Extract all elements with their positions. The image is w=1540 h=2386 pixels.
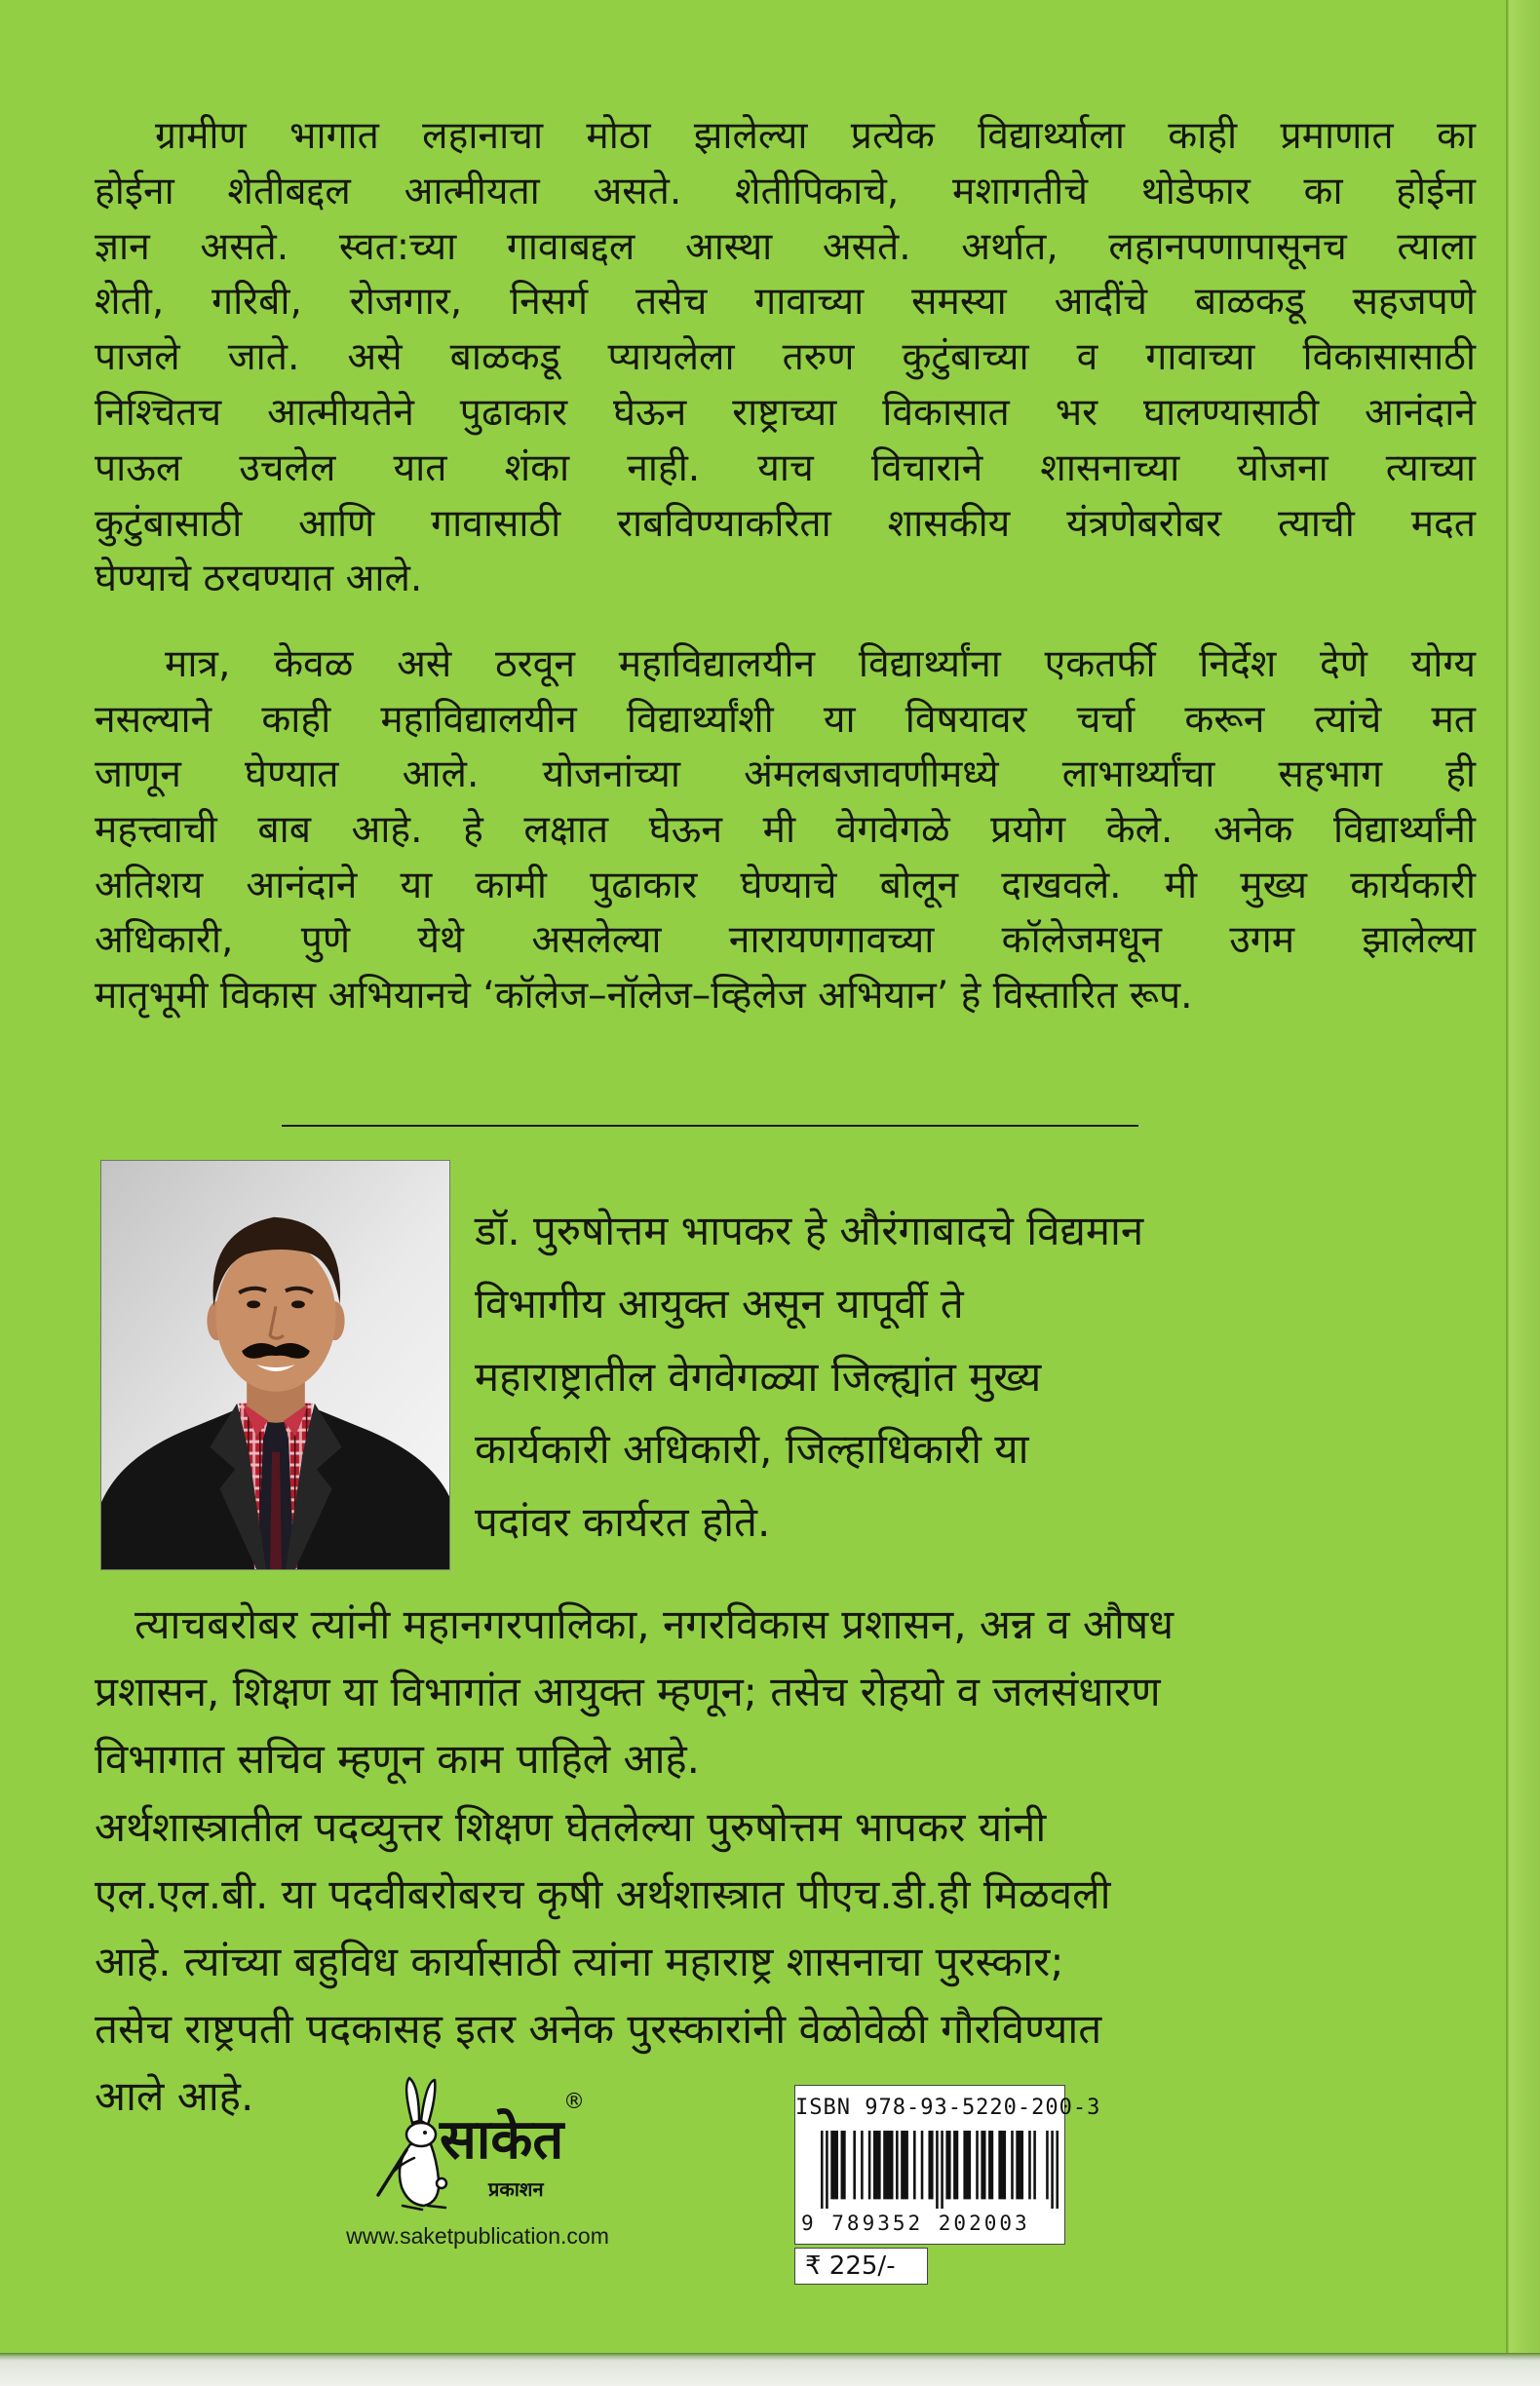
blurb-line: निश्चितच आत्मीयतेने पुढाकार घेऊन राष्ट्राच्या विकासात भर घालण्यासाठी आनंदाने (95, 390, 1476, 435)
barcode-bar (1046, 2131, 1049, 2199)
section-divider (282, 1125, 1138, 1127)
barcode-bar (936, 2131, 939, 2209)
author-bio-line: कार्यकारी अधिकारी, जिल्हाधिकारी या (475, 1425, 1029, 1474)
barcode-bar (1033, 2131, 1036, 2199)
blurb-line: घेण्याचे ठरवण्यात आले. (95, 557, 423, 601)
publisher-logo (375, 2074, 590, 2220)
barcode-bar (963, 2131, 971, 2199)
barcode-bar (998, 2131, 1006, 2199)
barcode-bar (1011, 2131, 1014, 2199)
publisher-website: www.saketpublication.com (346, 2223, 609, 2249)
author-details-line: आले आहे. (95, 2072, 254, 2121)
blurb-paragraph-2 (95, 637, 1476, 1024)
blurb-line: पाजले जाते. असे बाळकडू प्यायलेला तरुण कुटुंबाच्या व गावाच्या विकासासाठी (95, 335, 1476, 380)
blurb-line: अधिकारी, पुणे येथे असलेल्या नारायणगावच्या कॉलेजमधून उगम झालेल्या (95, 918, 1476, 963)
scan-bottom-edge (0, 2353, 1540, 2386)
author-details-line: प्रशासन, शिक्षण या विभागांत आयुक्त म्हणून; तसेच रोहयो व जलसंधारण (95, 1668, 1161, 1716)
barcode-digits: 9 789352 202003 (801, 2212, 1030, 2235)
author-bio-line: डॉ. पुरुषोत्तम भापकर हे औरंगाबादचे विद्यमान (475, 1207, 1144, 1254)
cover-right-edge (1506, 0, 1540, 2386)
author-bio (475, 1195, 1459, 1559)
barcode-bar (853, 2131, 856, 2199)
barcode-bar (953, 2131, 958, 2199)
author-bio-line: महाराष्ट्रातील वेगवेगळ्या जिल्ह्यांत मुख्य (475, 1352, 1042, 1401)
barcode-bar (861, 2131, 864, 2199)
author-details-line: विभागात सचिव म्हणून काम पाहिले आहे. (95, 1735, 701, 1784)
barcode-bar (976, 2131, 979, 2199)
price-tag: ₹ 225/- (794, 2248, 928, 2285)
barcode-bar (841, 2131, 846, 2199)
blurb-line: मातृभूमी विकास अभियानचे ‘कॉलेज–नॉलेज–व्हिलेज अभियान’ हे विस्तारित रूप. (95, 974, 1193, 1019)
blurb-line: कुटुंबासाठी आणि गावासाठी राबविण्याकरिता शासकीय यंत्रणेबरोबर त्याची मदत (95, 501, 1476, 546)
author-bio-line: पदांवर कार्यरत होते. (475, 1498, 771, 1547)
author-details-line: अर्थशास्त्रातील पदव्युत्तर शिक्षण घेतलेल्या पुरुषोत्तम भापकर यांनी (95, 1802, 1047, 1851)
author-details-line: तसेच राष्ट्रपती पदकासह इतर अनेक पुरस्कारांनी वेळोवेळी गौरविण्यात (95, 2005, 1102, 2054)
barcode-bar (821, 2131, 824, 2209)
author-details-line: त्याचबरोबर त्यांनी महानगरपालिका, नगरविकास प्रशासन, अन्न व औषध (135, 1600, 1174, 1648)
blurb-line: महत्त्वाची बाब आहे. हे लक्षात घेऊन मी वेगवेगळे प्रयोग केले. अनेक विद्यार्थ्यांनी (95, 808, 1476, 853)
publisher-logo-text: साकेत (440, 2108, 564, 2172)
author-photo (100, 1160, 450, 1570)
barcode-bar (928, 2131, 933, 2199)
blurb-line: मात्र, केवळ असे ठरवून महाविद्यालयीन विद्यार्थ्यांना एकतर्फी निर्देश देणे योग्य (165, 642, 1476, 686)
barcode-bar (826, 2131, 828, 2209)
author-details-line: एल.एल.बी. या पदवीबरोबरच कृषी अर्थशास्त्रात पीएच.डी.ही मिळवली (95, 1869, 1111, 1918)
author-details-line: आहे. त्यांच्या बहुविध कार्यासाठी त्यांना महाराष्ट्र शासनाचा पुरस्कार; (95, 1937, 1064, 1985)
barcode-bar (1056, 2131, 1059, 2209)
blurb-line: अतिशय आनंदाने या कामी पुढाकार घेण्याचे बोलून दाखवले. मी मुख्य कार्यकारी (95, 863, 1476, 907)
blurb-line: शेती, गरिबी, रोजगार, निसर्ग तसेच गावाच्या समस्या आदींचे बाळकडू सहजपणे (95, 280, 1476, 325)
publisher-logo-subtext: प्रकाशन (488, 2177, 544, 2201)
blurb-line: जाणून घेण्यात आले. योजनांच्या अंमलबजावणीमध्ये लाभार्थ्यांचा सहभाग ही (95, 752, 1476, 797)
isbn-barcode-box (794, 2085, 1101, 2245)
isbn-label: ISBN 978-93-5220-200-3 (795, 2096, 1101, 2120)
barcode-bar (913, 2131, 916, 2199)
barcode-bar (830, 2131, 838, 2199)
blurb-paragraph-1 (95, 109, 1476, 607)
barcode-bar (1028, 2131, 1031, 2199)
barcode-bar (945, 2131, 950, 2199)
barcode-bar (1016, 2131, 1023, 2199)
blurb-line: होईना शेतीबद्दल आत्मीयता असते. शेतीपिकाचे, मशागतीचे थोडेफार का होईना (95, 169, 1476, 213)
blurb-line: ग्रामीण भागात लहानाचा मोठा झालेल्या प्रत्येक विद्यार्थ्याला काही प्रमाणात का (155, 114, 1476, 158)
barcode-bar (896, 2131, 899, 2199)
registered-mark: ® (563, 2090, 585, 2114)
barcode-bar (883, 2131, 893, 2199)
barcode-bar (1051, 2131, 1054, 2209)
barcode-bar (941, 2131, 943, 2209)
blurb-line: पाऊल उचलेल यात शंका नाही. याच विचाराने शासनाच्या योजना त्याच्या (95, 445, 1476, 490)
blurb-line: ज्ञान असते. स्वत:च्या गावाबद्दल आस्था असते. अर्थात, लहानपणापासूनच त्याला (95, 224, 1476, 269)
barcode-bar (988, 2131, 993, 2199)
barcode-bar (921, 2131, 924, 2199)
barcode (821, 2131, 1059, 2209)
author-portrait-illustration (101, 1161, 449, 1569)
barcode-bar (868, 2131, 871, 2199)
barcode-bar (981, 2131, 985, 2199)
barcode-bar (901, 2131, 908, 2199)
author-bio-line: विभागीय आयुक्त असून यापूर्वी ते (475, 1279, 964, 1328)
blurb-line: नसल्याने काही महाविद्यालयीन विद्यार्थ्यांशी या विषयावर चर्चा करून त्यांचे मत (95, 697, 1476, 742)
author-details (95, 1591, 1479, 2131)
barcode-bar (873, 2131, 881, 2199)
